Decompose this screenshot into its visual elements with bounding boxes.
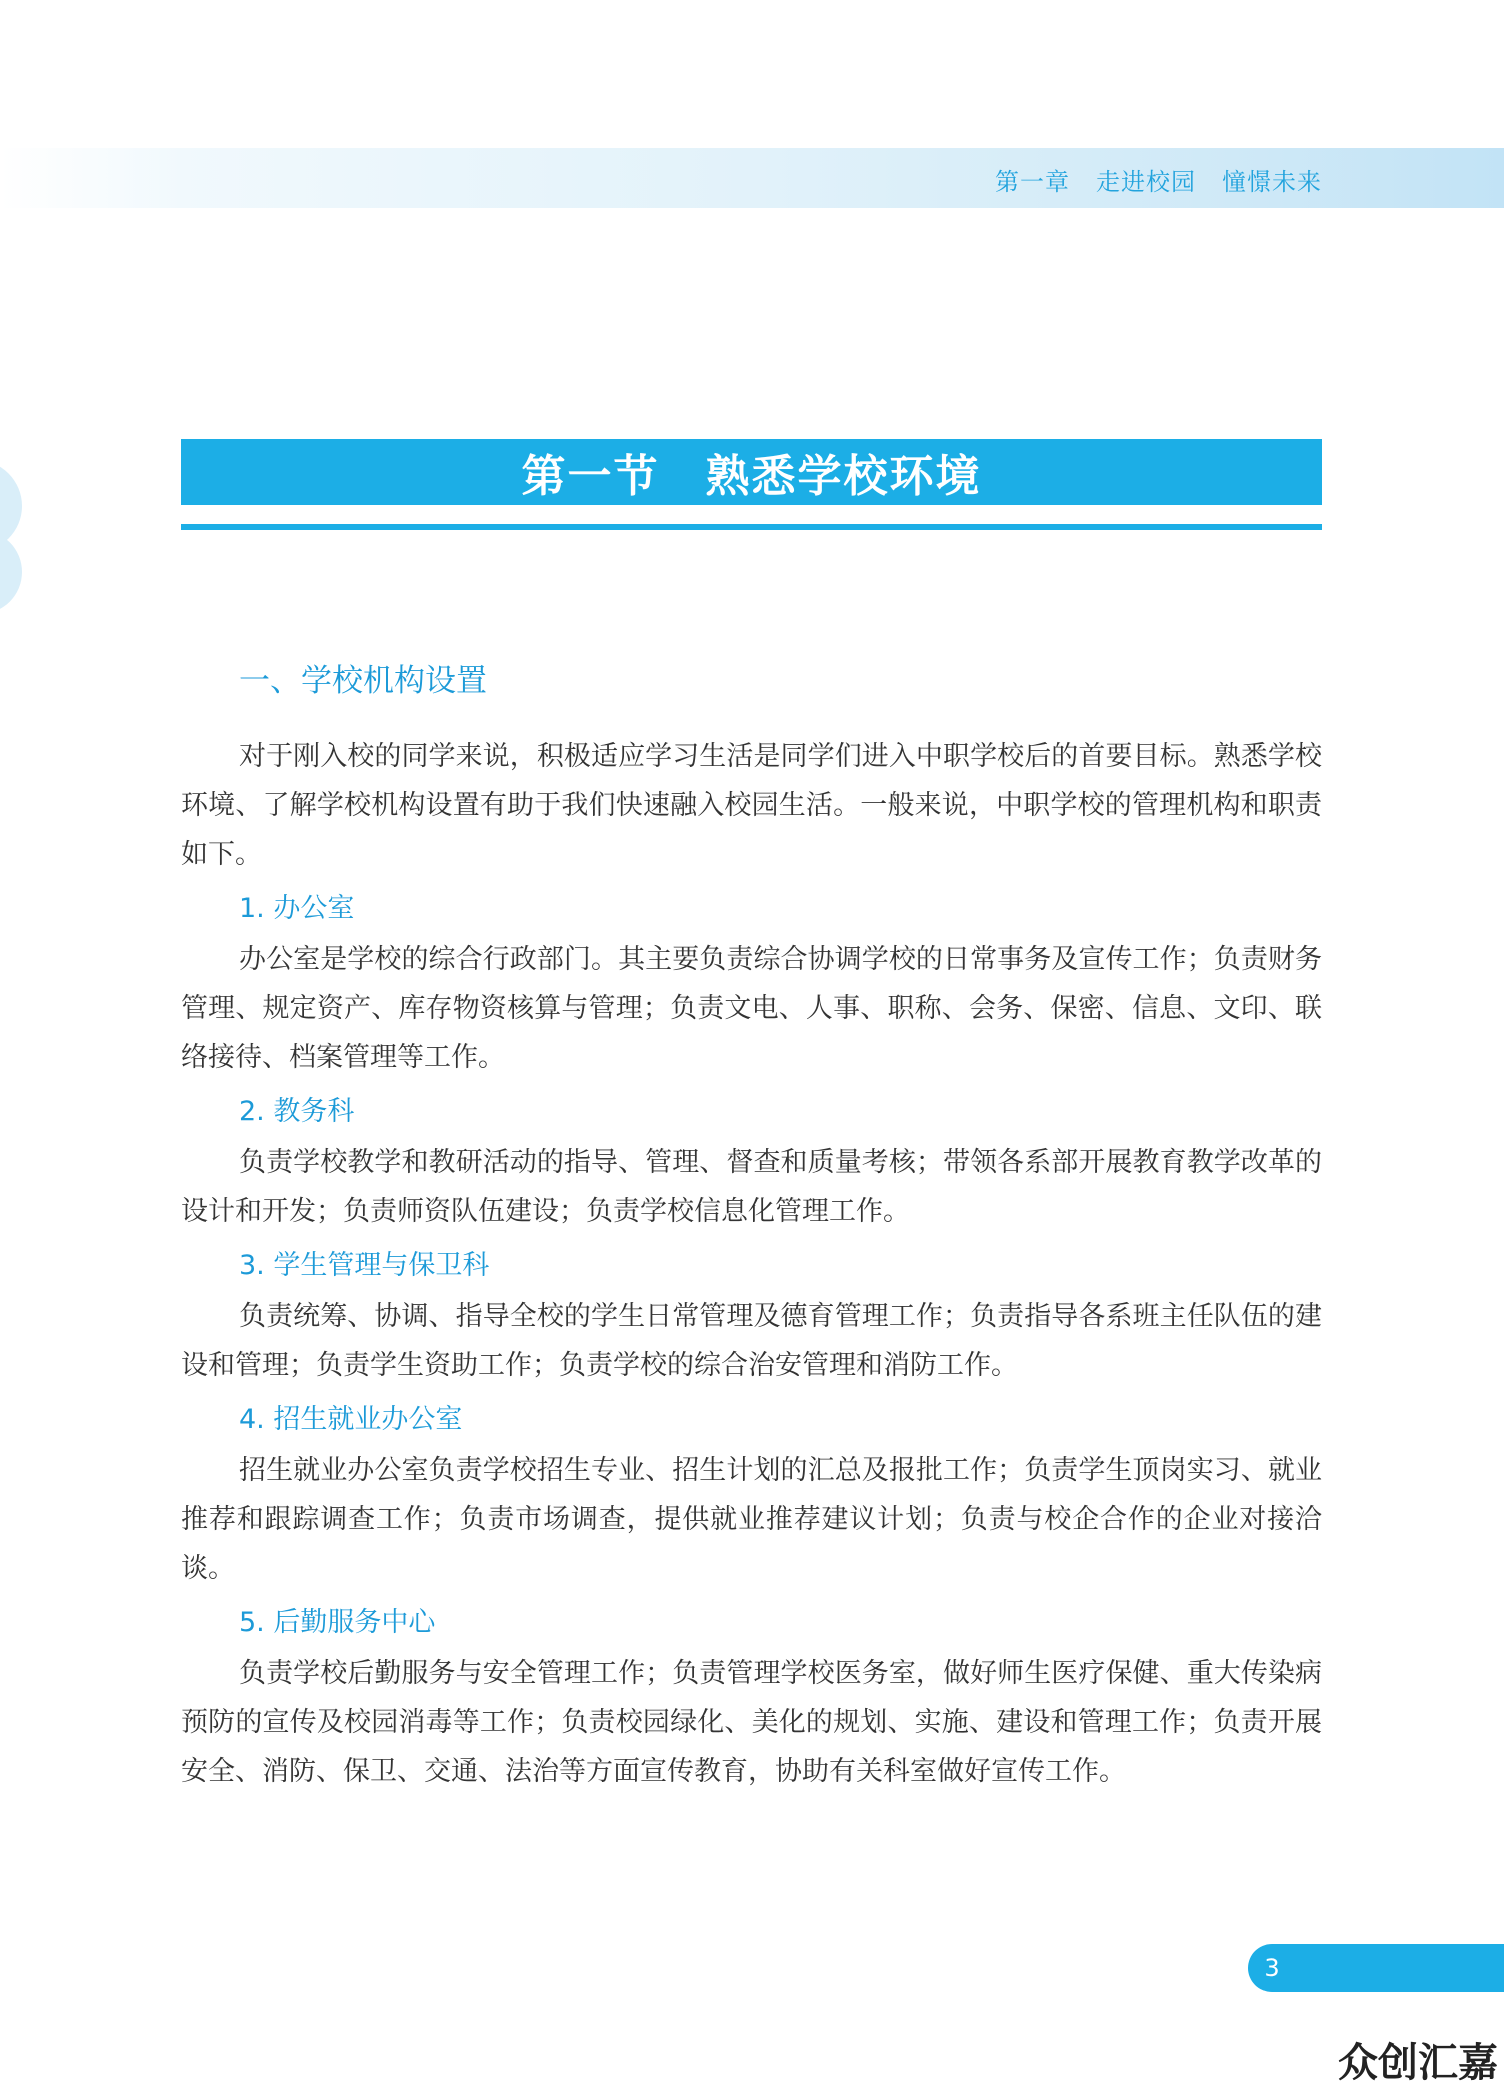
intro-paragraph: 对于刚入校的同学来说，积极适应学习生活是同学们进入中职学校后的首要目标。熟悉学校环境、了解学校机构设置有助于我们快速融入校园生活。一般来说，中职学校的管理机构和职责如下。 (181, 741, 1322, 870)
decorative-circle-bottom (0, 530, 22, 614)
running-header (995, 162, 1322, 197)
heading-org-setup: 一、学校机构设置 (239, 663, 487, 699)
item-text-admissions: 招生就业办公室负责学校招生专业、招生计划的汇总及报批工作；负责学生顶岗实习、就业推荐和跟踪调查工作；负责市场调查，提供就业推荐建议计划；负责与校企合作的企业对接洽谈。 (181, 1455, 1322, 1584)
item-text-student-security: 负责统筹、协调、指导全校的学生日常管理及德育管理工作；负责指导各系班主任队伍的建设和管理；负责学生资助工作；负责学校的综合治安管理和消防工作。 (181, 1301, 1322, 1381)
item-title-office: 1. 办公室 (239, 893, 355, 924)
item-title-logistics: 5. 后勤服务中心 (239, 1607, 436, 1638)
header-part1: 走进校园 (1096, 168, 1196, 196)
page-number: 3 (1264, 1954, 1280, 1982)
item-title-academic: 2. 教务科 (239, 1096, 355, 1127)
watermark-logo: 众创汇嘉 (1338, 2040, 1498, 2086)
section-title-bar (181, 439, 1322, 505)
header-chapter: 第一章 (995, 168, 1070, 196)
section-title: 第一节 熟悉学校环境 (521, 451, 982, 502)
content-area (181, 652, 1322, 1796)
item-title-student-security: 3. 学生管理与保卫科 (239, 1250, 490, 1281)
item-title-admissions: 4. 招生就业办公室 (239, 1404, 463, 1435)
title-underline (181, 524, 1322, 530)
header-part2: 憧憬未来 (1222, 168, 1322, 196)
item-text-logistics: 负责学校后勤服务与安全管理工作；负责管理学校医务室，做好师生医疗保健、重大传染病预防的宣传及校园消毒等工作；负责校园绿化、美化的规划、实施、建设和管理工作；负责开展安全、消防、保卫、交通、法治等方面宣传教育，协助有关科室做好宣传工作。 (181, 1658, 1322, 1787)
item-text-office: 办公室是学校的综合行政部门。其主要负责综合协调学校的日常事务及宣传工作；负责财务管理、规定资产、库存物资核算与管理；负责文电、人事、职称、会务、保密、信息、文印、联络接待、档案管理等工作。 (181, 944, 1322, 1073)
item-text-academic: 负责学校教学和教研活动的指导、管理、督查和质量考核；带领各系部开展教育教学改革的设计和开发；负责师资队伍建设；负责学校信息化管理工作。 (181, 1147, 1322, 1227)
